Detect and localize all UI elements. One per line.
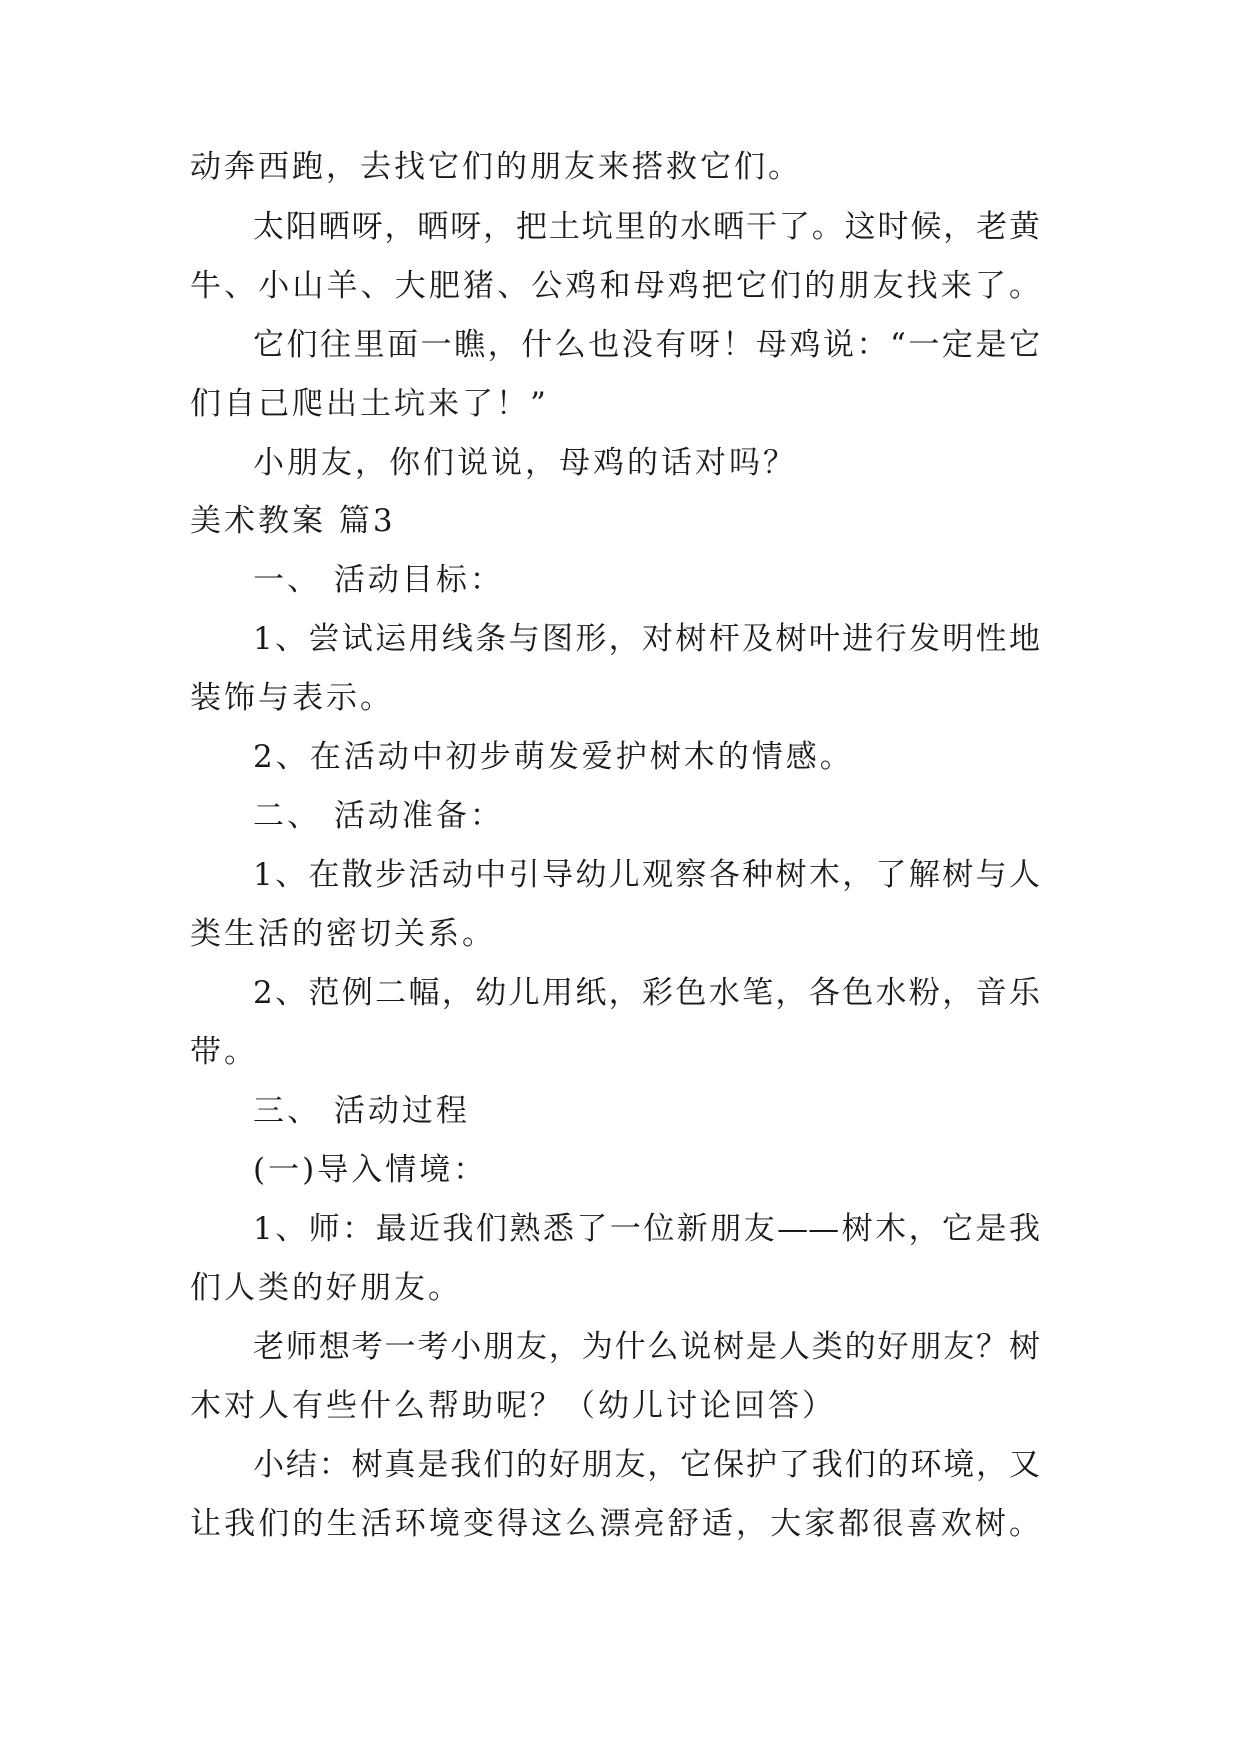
paragraph-line: 们自己爬出土坑来了！”	[190, 386, 549, 422]
paragraph-line: 老师想考一考小朋友，为什么说树是人类的好朋友？树	[253, 1329, 1040, 1365]
paragraph-line: 装饰与表示。	[190, 680, 394, 716]
paragraph-line: 它们往里面一瞧，什么也没有呀！母鸡说：“一定是它	[253, 327, 1040, 363]
subsection-heading: 二、 活动准备：	[253, 798, 504, 834]
paragraph-line: 们人类的好朋友。	[190, 1270, 462, 1306]
paragraph-line: 2、在活动中初步萌发爱护树木的情感。	[253, 739, 854, 775]
subsection-heading: (一)导入情境：	[253, 1152, 488, 1188]
paragraph-line: 让我们的生活环境变得这么漂亮舒适，大家都很喜欢树。	[190, 1506, 1040, 1542]
paragraph-line: 2、范例二幅，幼儿用纸，彩色水笔，各色水粉，音乐	[253, 975, 1040, 1011]
paragraph-line: 小朋友，你们说说，母鸡的话对吗？	[253, 445, 797, 481]
paragraph-line: 动奔西跑，去找它们的朋友来搭救它们。	[190, 149, 802, 185]
paragraph-line: 牛、小山羊、大肥猪、公鸡和母鸡把它们的朋友找来了。	[190, 268, 1040, 304]
paragraph-line: 1、师：最近我们熟悉了一位新朋友——树木，它是我	[253, 1211, 1040, 1247]
paragraph-line: 1、在散步活动中引导幼儿观察各种树木，了解树与人	[253, 857, 1040, 893]
paragraph-line: 类生活的密切关系。	[190, 916, 496, 952]
paragraph-line: 木对人有些什么帮助呢？（幼儿讨论回答）	[190, 1388, 836, 1424]
paragraph-line: 小结：树真是我们的好朋友，它保护了我们的环境，又	[253, 1447, 1040, 1483]
paragraph-line: 1、尝试运用线条与图形，对树杆及树叶进行发明性地	[253, 621, 1040, 657]
paragraph-line: 带。	[190, 1034, 258, 1070]
subsection-heading: 一、 活动目标：	[253, 562, 504, 598]
subsection-heading: 三、 活动过程	[253, 1093, 470, 1129]
paragraph-line: 太阳晒呀，晒呀，把土坑里的水晒干了。这时候，老黄	[253, 209, 1040, 245]
section-heading: 美术教案 篇3	[190, 503, 396, 539]
